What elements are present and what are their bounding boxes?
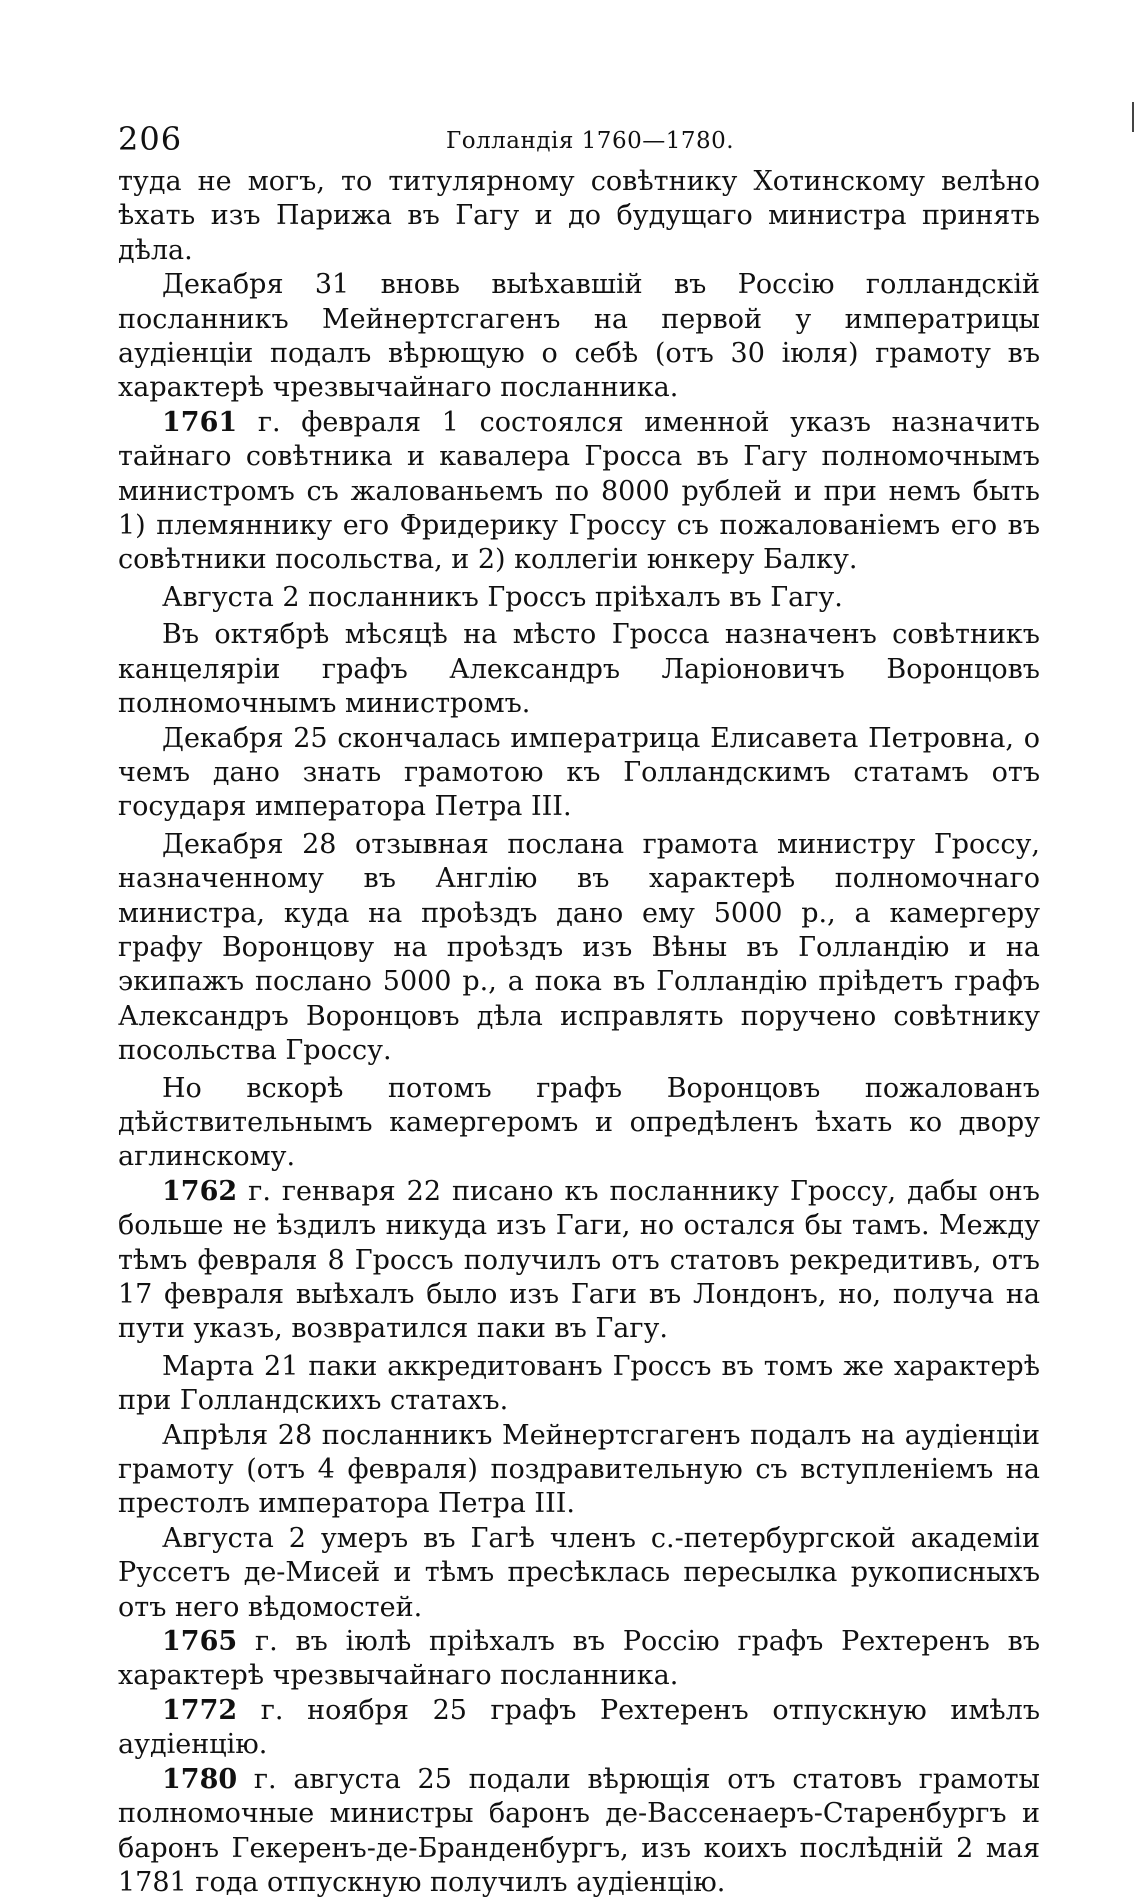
paragraph-6 [118,722,1040,825]
paragraph-2-text: Декабря 31 вновь выѣхавшій въ Россію голландскій посланникъ Мейнертсгагенъ на первой у императрицы аудіенціи подалъ вѣрющую о себѣ (отъ 30 іюля) грамоту въ характерѣ чрезвычайнаго посланника. [118,269,1040,404]
paragraph-5 [118,618,1040,721]
running-title: Голландія 1760—1780. [446,128,735,154]
body-text [118,165,1040,1900]
paragraph-8-text: Но вскорѣ потомъ графъ Воронцовъ пожалованъ дѣйствительнымъ камергеромъ и опредѣленъ ѣхать ко двору аглинскому. [118,1072,1040,1173]
paragraph-10-text: Марта 21 паки аккредитованъ Гроссъ въ томъ же характерѣ при Голландскихъ статахъ. [118,1350,1040,1417]
paragraph-1-text: туда не могъ, то титулярному совѣтнику Хотинскому велѣно ѣхать изъ Парижа въ Гагу и до будущаго министра принять дѣла. [118,166,1040,266]
year-1761: 1761 [162,406,238,438]
paragraph-3 [118,406,1040,578]
year-1765: 1765 [162,1626,238,1658]
paragraph-8 [118,1072,1040,1175]
paragraph-9 [118,1175,1040,1347]
paragraph-2 [118,268,1040,406]
page-header [118,112,1038,162]
page-edge-mark [1132,102,1134,132]
paragraph-13 [118,1625,1040,1694]
year-1772: 1772 [162,1694,238,1726]
paragraph-6-text: Декабря 25 скончалась императрица Елисавета Петровна, о чемъ дано знать грамотою къ Голландскимъ статамъ отъ государя императора Петра III. [118,722,1040,823]
page-number: 206 [118,120,183,158]
paragraph-3-text: г. февраля 1 состоялся именной указъ назначить тайнаго совѣтника и кавалера Гросса въ Гагу полномочнымъ министромъ съ жалованьемъ по 8000 рублей и при немъ быть 1) племяннику его Фридерику Гроссу съ пожалованіемъ его въ совѣтники посольства, и 2) коллегіи юнкеру Балку. [118,406,1040,576]
paragraph-7 [118,828,1040,1069]
paragraph-11 [118,1419,1040,1522]
paragraph-13-text: г. въ іюлѣ пріѣхалъ въ Россію графъ Рехтеренъ въ характерѣ чрезвычайнаго посланника. [118,1626,1040,1692]
year-1762: 1762 [162,1175,238,1207]
paragraph-7-text: Декабря 28 отзывная послана грамота министру Гроссу, назначенному въ Англію въ характерѣ полномочнаго министра, куда на проѣздъ дано ему 5000 р., а камергеру графу Воронцову на проѣздъ изъ Вѣны въ Голландію и на экипажъ послано 5000 р., а пока въ Голландію пріѣдетъ графъ Александръ Воронцовъ дѣла исправлять поручено совѣтнику посольства Гроссу. [118,828,1040,1067]
paragraph-12-text: Августа 2 умеръ въ Гагѣ членъ с.-петербургской академіи Руссетъ де-Мисей и тѣмъ пресѣклась пересылка рукописныхъ отъ него вѣдомостей. [118,1522,1040,1623]
paragraph-5-text: Въ октябрѣ мѣсяцѣ на мѣсто Гросса назначенъ совѣтникъ канцеляріи графъ Александръ Ларіоновичъ Воронцовъ полномочнымъ министромъ. [118,619,1040,720]
paragraph-14 [118,1694,1040,1763]
paragraph-15-text: г. августа 25 подали вѣрющія отъ статовъ грамоты полномочные министры баронъ де-Вассенаеръ-Старенбургъ и баронъ Гекеренъ-де-Бранденбургъ, изъ коихъ послѣдній 2 мая 1781 года отпускную получилъ аудіенцію. [118,1763,1040,1898]
paragraph-11-text: Апрѣля 28 посланникъ Мейнертсгагенъ подалъ на аудіенціи грамоту (отъ 4 февраля) поздравительную съ вступленіемъ на престолъ императора Петра III. [118,1419,1040,1520]
paragraph-9-text: г. генваря 22 писано къ посланнику Гроссу, дабы онъ больше не ѣздилъ никуда изъ Гаги, но остался бы тамъ. Между тѣмъ февраля 8 Гроссъ получилъ отъ статовъ рекредитивъ, отъ 17 февраля выѣхалъ было изъ Гаги въ Лондонъ, но, получа на пути указъ, возвратился паки въ Гагу. [118,1175,1040,1345]
paragraph-4-text: Августа 2 посланникъ Гроссъ пріѣхалъ въ Гагу. [162,581,843,613]
paragraph-15 [118,1763,1040,1900]
year-1780: 1780 [162,1763,238,1795]
paragraph-12 [118,1522,1040,1625]
paragraph-4 [118,581,1040,615]
paragraph-1 [118,165,1040,268]
paragraph-14-text: г. ноября 25 графъ Рехтеренъ отпускную имѣлъ аудіенцію. [118,1694,1040,1761]
paragraph-10 [118,1350,1040,1419]
